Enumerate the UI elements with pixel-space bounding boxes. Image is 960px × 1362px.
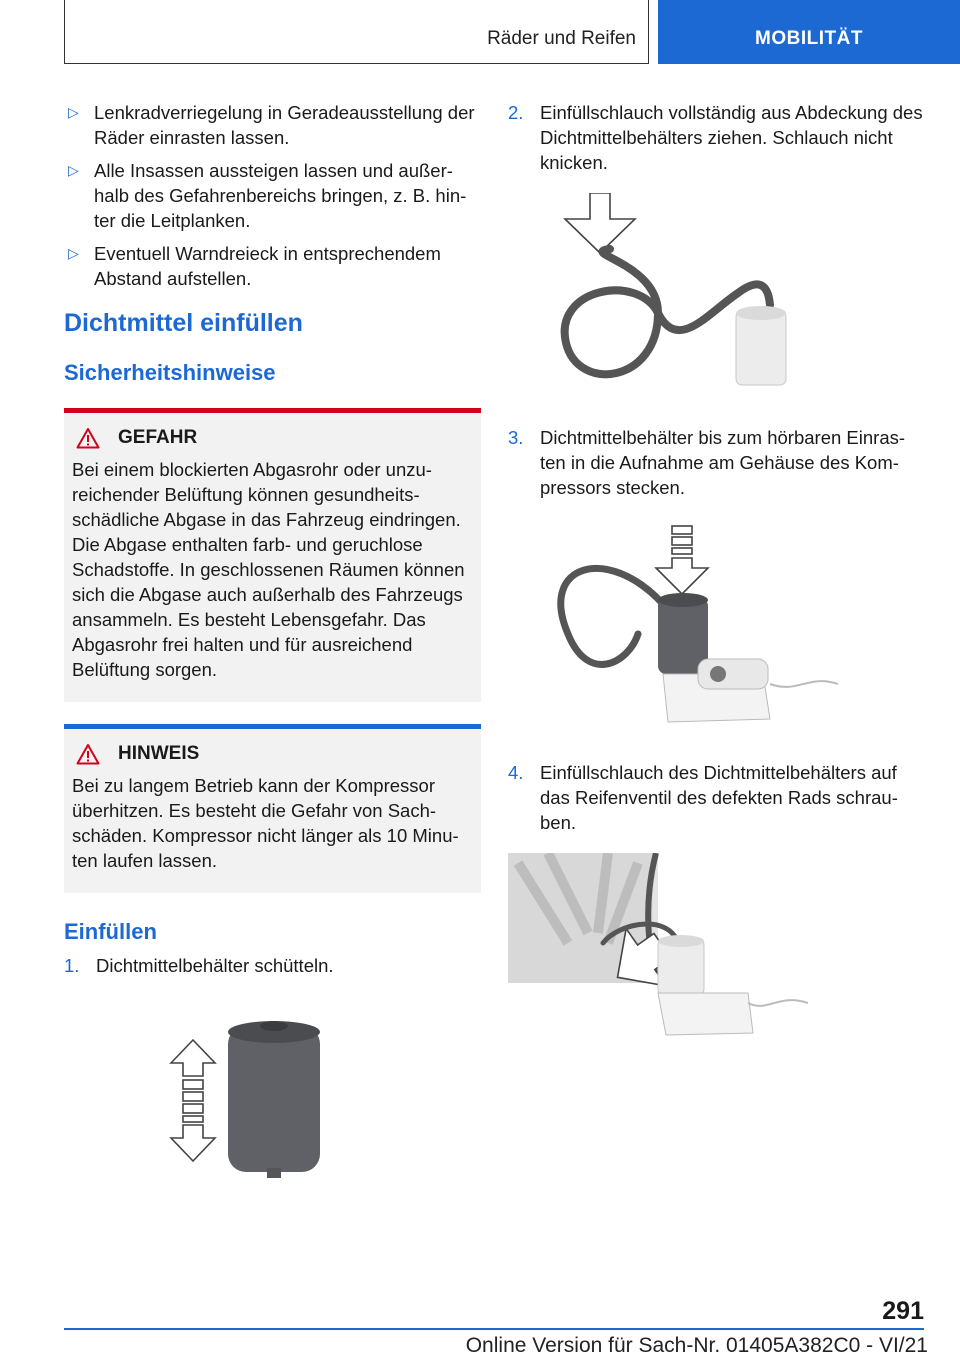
step-number: 1. <box>64 955 80 976</box>
right-column <box>508 100 924 1043</box>
header-rule-left <box>64 0 65 64</box>
warning-triangle-icon <box>76 427 100 449</box>
notice-box <box>64 724 481 893</box>
step-number: 3. <box>508 427 524 448</box>
step-list-left <box>64 953 481 978</box>
hose-illustration <box>508 193 924 403</box>
bullet-list <box>64 100 481 291</box>
chapter-tab[interactable] <box>658 0 960 64</box>
step-number: 4. <box>508 762 524 783</box>
danger-box <box>64 408 481 702</box>
list-item <box>64 241 481 291</box>
figure-tire-valve <box>508 853 924 1043</box>
list-item <box>64 158 481 233</box>
footer-version: Online Version für Sach-Nr. 01405A382C0 - VI/21 <box>465 1334 928 1357</box>
step-1 <box>64 953 481 978</box>
header-rule-right <box>648 0 649 64</box>
left-column <box>64 100 481 1188</box>
header-rule-bottom <box>64 63 649 64</box>
step-text: Einfüllschlauch vollständig aus Abdeckung des Dichtmittelbehälters ziehen. Schlauch nicht knicken. <box>540 102 923 173</box>
notice-title: HINWEIS <box>118 743 200 764</box>
danger-title-row <box>76 427 473 449</box>
heading-fill: Einfüllen <box>64 919 157 944</box>
step-text: Dichtmittelbehälter schütteln. <box>96 955 334 976</box>
compressor-illustration <box>508 524 924 734</box>
bullet-text: Eventuell Warndreieck in entsprechendem Abstand aufstellen. <box>94 243 441 289</box>
figure-insert-container <box>508 524 924 734</box>
bullet-text: Alle Insassen aussteigen lassen und außerhalb des Gefahrenbereichs bringen, z. B. hinter die Leitplanken. <box>94 160 467 231</box>
step-3 <box>508 425 924 500</box>
warning-triangle-icon <box>76 743 100 765</box>
step-list-right <box>508 100 924 175</box>
step-text: Dichtmittelbehälter bis zum hörbaren Einrasten in die Aufnahme am Gehäuse des Kompressors stecken. <box>540 427 906 498</box>
step-text: Einfüllschlauch des Dichtmittelbehälters auf das Reifenventil des defekten Rads schrauben. <box>540 762 898 833</box>
tire-valve-illustration <box>508 853 924 1043</box>
triangle-right-icon: ▷ <box>68 162 79 178</box>
header-section-title: Räder und Reifen <box>487 28 636 49</box>
chapter-tab-label: MOBILITÄT <box>755 28 863 49</box>
shake-container-illustration <box>64 1018 481 1188</box>
footer-rule <box>64 1328 924 1330</box>
step-list-right-3 <box>508 425 924 500</box>
figure-shake-container <box>64 1018 481 1188</box>
step-number: 2. <box>508 102 524 123</box>
triangle-right-icon: ▷ <box>68 104 79 120</box>
step-4 <box>508 760 924 835</box>
heading-safety: Sicherheitshinweise <box>64 360 276 385</box>
figure-hose-pulled <box>508 193 924 403</box>
step-list-right-4 <box>508 760 924 835</box>
danger-text: Bei einem blockierten Abgasrohr oder unzureichender Belüftung können gesundheitsschädliche Abgase in das Fahrzeug eindringen. Die Abgase enthalten farb- und geruchlose Schadstoffe. In geschlossenen Räumen können sich die Abgase auch außerhalb des Fahrzeugs ansammeln. Es besteht Lebensgefahr. Das Abgasrohr frei halten und für ausreichend Belüftung sorgen. <box>72 459 465 680</box>
bullet-text: Lenkradverriegelung in Geradeausstellung der Räder einrasten lassen. <box>94 102 475 148</box>
step-2 <box>508 100 924 175</box>
triangle-right-icon: ▷ <box>68 245 79 261</box>
notice-text: Bei zu langem Betrieb kann der Kompressor überhitzen. Es besteht die Gefahr von Sachschäden. Kompressor nicht länger als 10 Minuten laufen lassen. <box>72 775 459 871</box>
danger-title: GEFAHR <box>118 427 198 448</box>
heading-main: Dichtmittel einfüllen <box>64 309 303 337</box>
list-item <box>64 100 481 150</box>
page-number: 291 <box>882 1297 924 1325</box>
notice-title-row <box>76 743 473 765</box>
